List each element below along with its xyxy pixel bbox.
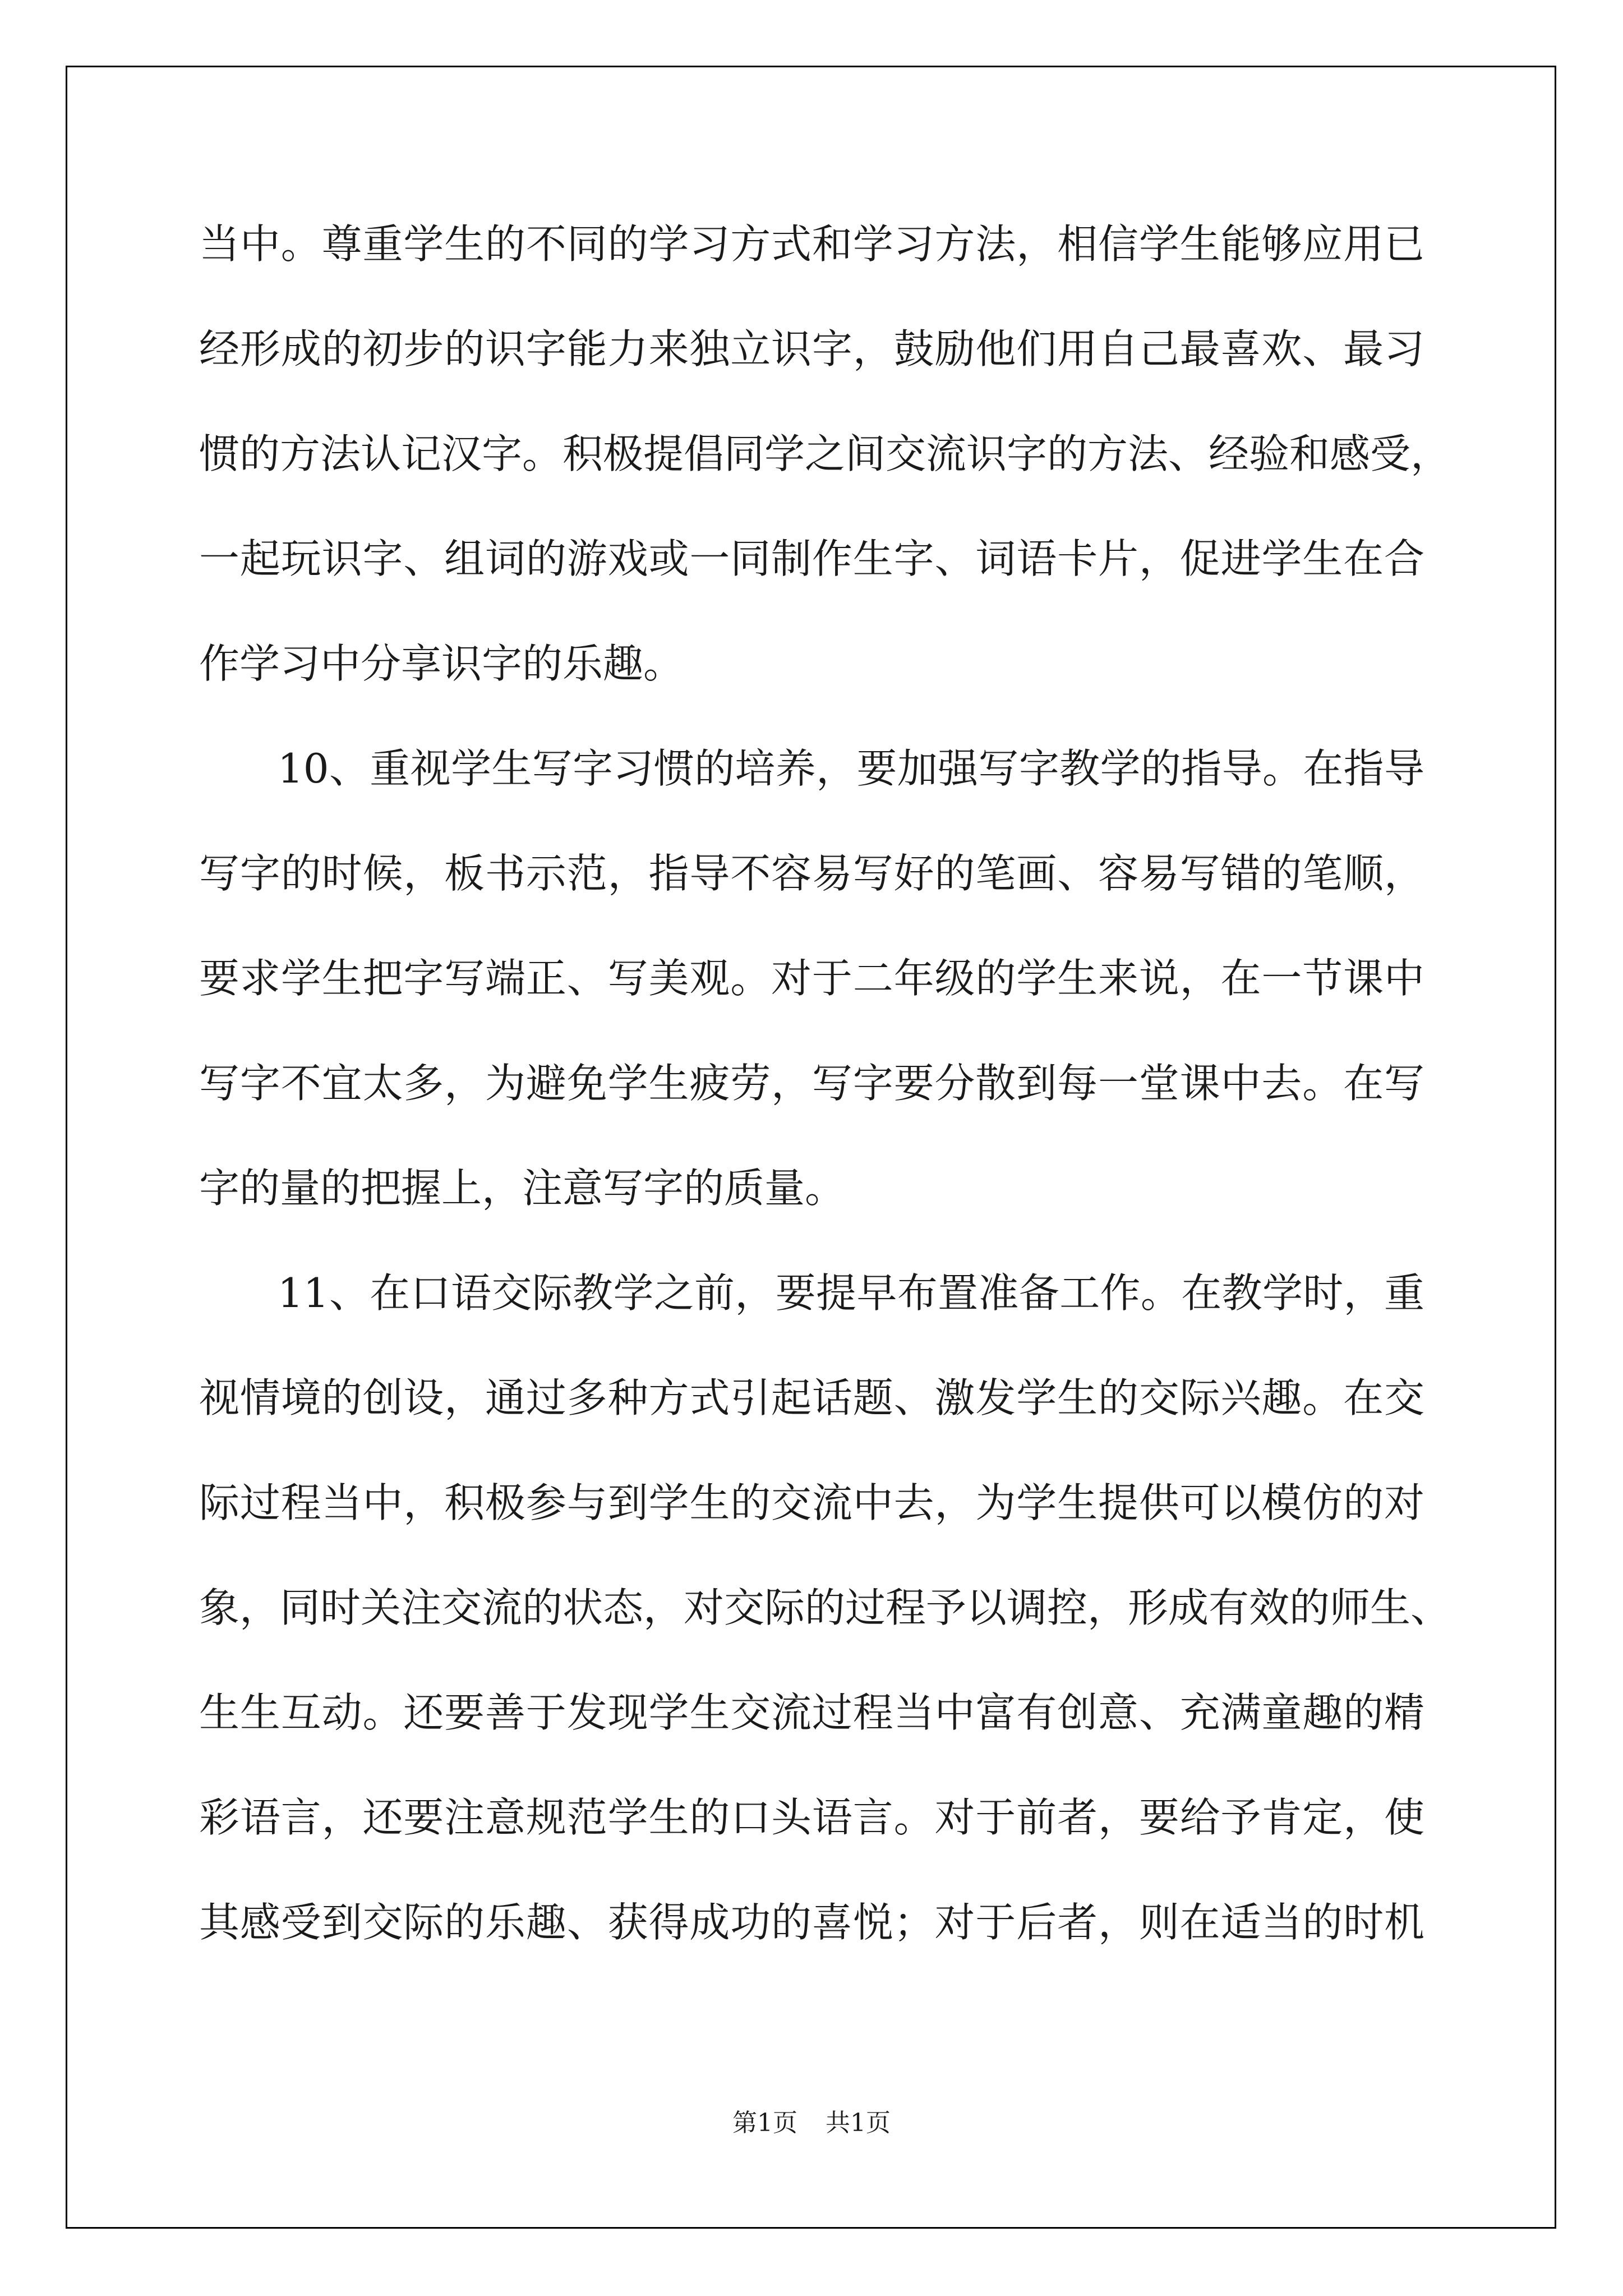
text-line: 其感受到交际的乐趣、获得成功的喜悦；对于后者，则在适当的时机: [199, 1899, 1424, 1946]
text-line: 当中。尊重学生的不同的学习方式和学习方法，相信学生能够应用已: [199, 220, 1424, 268]
text-line: 象，同时关注交流的状态，对交际的过程予以调控，形成有效的师生、: [199, 1584, 1451, 1631]
text-line: 要求学生把字写端正、写美观。对于二年级的学生来说，在一节课中: [199, 955, 1424, 1002]
text-line: 视情境的创设，通过多种方式引起话题、激发学生的交际兴趣。在交: [199, 1374, 1424, 1421]
text-line: 一起玩识字、组词的游戏或一同制作生字、词语卡片，促进学生在合: [199, 535, 1424, 582]
text-line: 生生互动。还要善于发现学生交流过程当中富有创意、充满童趣的精: [199, 1689, 1424, 1736]
text-line: 写字的时候，板书示范，指导不容易写好的笔画、容易写错的笔顺，: [199, 850, 1424, 897]
text-line: 字的量的把握上，注意写字的质量。: [199, 1165, 846, 1212]
paragraph-first-line: 11、在口语交际教学之前，要提早布置准备工作。在教学时，重: [278, 1269, 1424, 1317]
text-line: 作学习中分享识字的乐趣。: [199, 640, 684, 687]
text-line: 经形成的初步的识字能力来独立识字，鼓励他们用自己最喜欢、最习: [199, 325, 1424, 372]
page-number: 第1页: [732, 2109, 797, 2137]
page-footer: [0, 2102, 1623, 2138]
page-total: 共1页: [826, 2109, 891, 2137]
document-body: [199, 213, 1451, 1996]
text-line: 惯的方法认记汉字。积极提倡同学之间交流识字的方法、经验和感受，: [199, 430, 1451, 477]
text-line: 写字不宜太多，为避免学生疲劳，写字要分散到每一堂课中去。在写: [199, 1060, 1424, 1107]
paragraph-first-line: 10、重视学生写字习惯的培养，要加强写字教学的指导。在指导: [278, 745, 1424, 792]
text-line: 彩语言，还要注意规范学生的口头语言。对于前者，要给予肯定，使: [199, 1794, 1424, 1841]
text-line: 际过程当中，积极参与到学生的交流中去，为学生提供可以模仿的对: [199, 1479, 1424, 1526]
